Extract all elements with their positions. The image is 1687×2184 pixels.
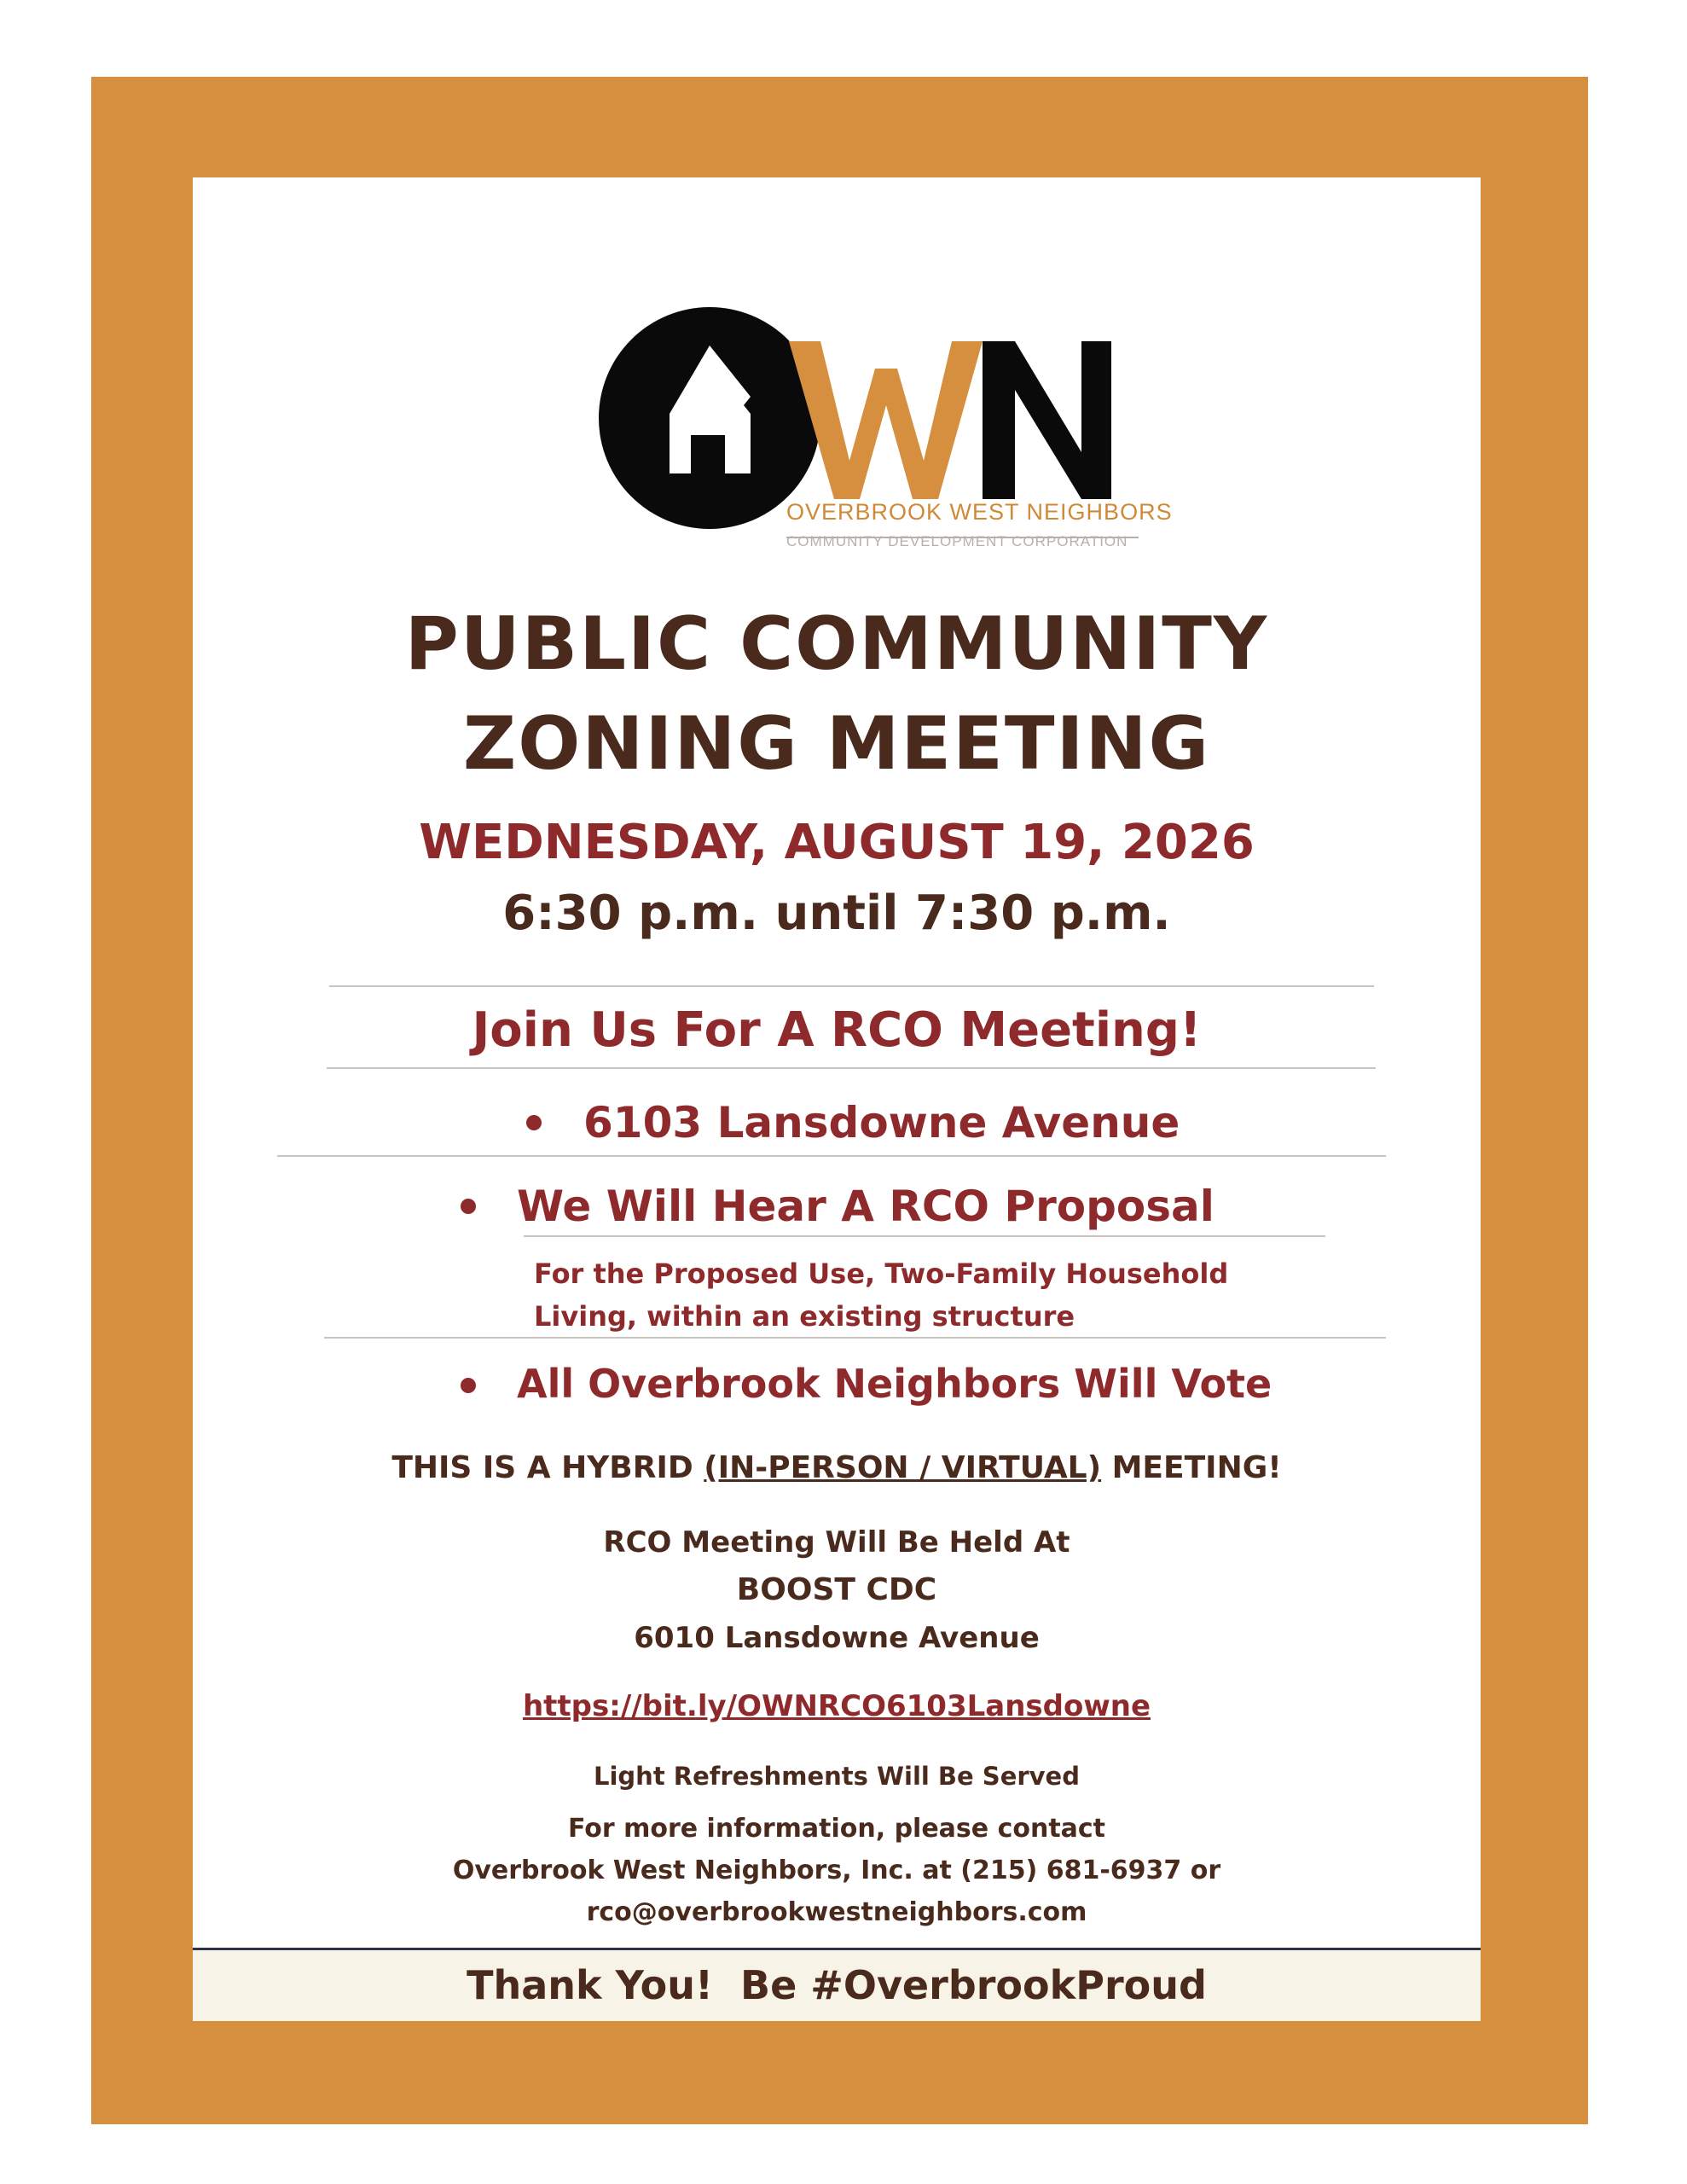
hybrid-emphasis: (IN-PERSON / VIRTUAL): [704, 1450, 1102, 1485]
bullet-address: 6103 Lansdowne Avenue: [583, 1098, 1180, 1147]
bullet-proposal: We Will Hear A RCO Proposal: [517, 1182, 1215, 1231]
venue-line-1: RCO Meeting Will Be Held At: [603, 1525, 1070, 1560]
bullet-dot: [526, 1115, 542, 1130]
bullet-dot: [461, 1199, 476, 1214]
hybrid-notice: [193, 1450, 1481, 1485]
link-row: [193, 1689, 1481, 1723]
logo-letter-n: [983, 341, 1111, 499]
logo-org-subtitle: COMMUNITY DEVELOPMENT CORPORATION: [786, 533, 1128, 549]
bullet-dot: [461, 1378, 476, 1393]
venue-line-2: BOOST CDC: [736, 1572, 937, 1607]
logo-org-name: OVERBROOK WEST NEIGHBORS: [786, 499, 1173, 525]
venue-line-3: 6010 Lansdowne Avenue: [634, 1621, 1040, 1655]
heading-line-1: PUBLIC COMMUNITY: [404, 601, 1269, 687]
meeting-link[interactable]: https://bit.ly/OWNRCO6103Lansdowne: [522, 1689, 1151, 1723]
meeting-time: 6:30 p.m. until 7:30 p.m.: [502, 886, 1171, 941]
bullet-vote: All Overbrook Neighbors Will Vote: [517, 1361, 1272, 1407]
hybrid-prefix: THIS IS A HYBRID: [391, 1450, 704, 1485]
hybrid-suffix: MEETING!: [1101, 1450, 1282, 1485]
meeting-date: WEDNESDAY, AUGUST 19, 2026: [419, 815, 1255, 870]
heading-line-2: ZONING MEETING: [462, 701, 1211, 787]
contact-line-2: Overbrook West Neighbors, Inc. at (215) 681-6937 or: [452, 1856, 1221, 1885]
contact-email[interactable]: rco@overbrookwestneighbors.com: [586, 1897, 1087, 1927]
refreshments: Light Refreshments Will Be Served: [594, 1762, 1080, 1791]
footer-text: Thank You! Be #OverbrookProud: [467, 1962, 1207, 2008]
logo-letter-w: [789, 341, 983, 499]
contact-line-1: For more information, please contact: [567, 1814, 1106, 1844]
proposal-detail-1: For the Proposed Use, Two-Family Household: [534, 1258, 1229, 1290]
join-heading: Join Us For A RCO Meeting!: [472, 1002, 1202, 1058]
proposal-detail-2: Living, within an existing structure: [534, 1300, 1075, 1333]
